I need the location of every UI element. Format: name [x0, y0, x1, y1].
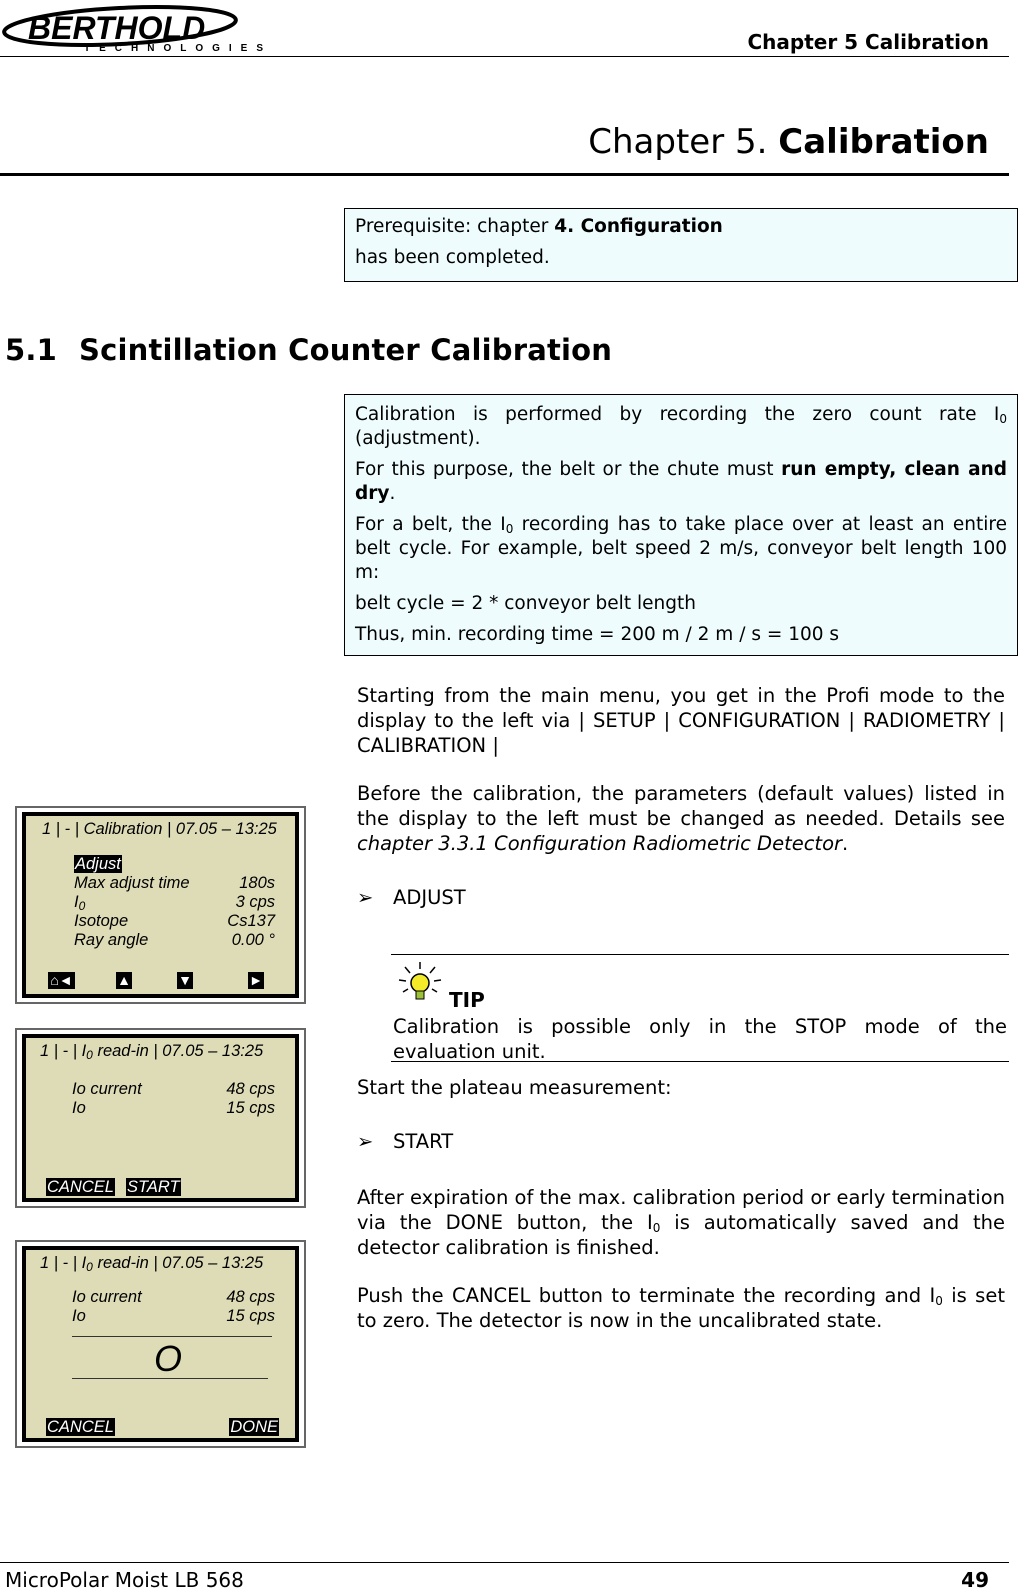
subscript: 0: [935, 1294, 943, 1308]
body-p2-end: .: [842, 832, 849, 855]
arrow-bullet-icon: ➢: [357, 1130, 374, 1153]
lcd-row-label: Ray angle: [74, 931, 149, 949]
section-title: Scintillation Counter Calibration: [79, 333, 613, 367]
calib-para-4: belt cycle = 2 * conveyor belt length: [355, 593, 696, 614]
calib-p1-text: Calibration is performed by recording the zero count rate I: [355, 404, 1000, 425]
lcd-row-label: [74, 893, 85, 912]
cancel-label: CANCEL: [47, 1178, 114, 1196]
lcd-start-button[interactable]: [126, 1178, 181, 1197]
lcd-header-b: read-in | 07.05 – 13:25: [92, 1042, 264, 1060]
prereq-line-2: has been completed.: [355, 247, 550, 268]
lcd-row-value: 15 cps: [226, 1099, 275, 1117]
lcd-done-button[interactable]: [229, 1418, 279, 1437]
lcd-header: [40, 1042, 263, 1061]
right-arrow-button[interactable]: ►: [249, 972, 263, 988]
page-number: 49: [961, 1568, 989, 1592]
lcd-row-label: Isotope: [74, 912, 129, 930]
logo-text: BERTHOLD: [28, 10, 206, 46]
lcd-screen: [22, 812, 299, 998]
calib-p3-text: For a belt, the I: [355, 514, 506, 535]
bullet-adjust: [357, 886, 466, 909]
calib-p1-text-b: (adjustment).: [355, 428, 481, 449]
chapter-reference: chapter 3.3.1 Configuration Radiometric Detector: [357, 832, 843, 855]
logo-graphic: [2, 4, 302, 56]
body-p5-text: Push the CANCEL button to terminate the recording and I: [357, 1284, 936, 1307]
prereq-prefix: Prerequisite: chapter: [355, 216, 555, 237]
home-back-button[interactable]: ⌂◄: [48, 972, 75, 989]
bullet-start: [357, 1130, 453, 1153]
header-rule: [0, 56, 1009, 57]
calib-p3-text-b: recording has to take place over at least an entire belt cycle. For example, belt speed 2 m/s, conveyor belt length 100 m:: [355, 514, 1007, 583]
lcd-screen: [22, 1246, 299, 1442]
prereq-chapter-link: 4. Configuration: [554, 216, 723, 237]
lcd-row-label: Io current: [72, 1288, 142, 1306]
section-heading: [5, 333, 612, 367]
lcd-cancel-button[interactable]: [46, 1178, 115, 1197]
lcd-i0-readin-start: [15, 1028, 306, 1208]
chapter-header: Chapter 5 Calibration: [747, 30, 989, 54]
done-label: DONE: [230, 1418, 278, 1436]
tip-text: Calibration is possible only in the STOP mode of the evaluation unit.: [393, 1015, 1007, 1063]
tip-top-rule: [391, 954, 1009, 955]
lcd-i0-label: I: [74, 893, 79, 911]
body-para-start-plateau: Start the plateau measurement:: [357, 1076, 672, 1099]
lcd-progress-rule-top: [72, 1336, 272, 1337]
cancel-label: CANCEL: [47, 1418, 114, 1436]
lcd-calibration-menu: [15, 806, 306, 1004]
section-number: 5.1: [5, 333, 57, 367]
berthold-logo: [2, 4, 302, 56]
calib-para-3: [355, 513, 1007, 585]
subscript: 0: [86, 1048, 93, 1062]
down-arrow-button[interactable]: ▼: [178, 972, 192, 988]
calib-p2-end: .: [389, 483, 396, 504]
lcd-header-b: read-in | 07.05 – 13:25: [92, 1254, 264, 1272]
calib-p2-bold: run empty, clean and dry: [355, 459, 1007, 504]
footer-product-name: MicroPolar Moist LB 568: [5, 1568, 244, 1592]
calibration-info-box: [344, 394, 1018, 656]
body-para-parameters: [357, 781, 1005, 856]
tip-bottom-rule: [391, 1061, 1009, 1062]
lcd-header-a: 1 | - | I: [40, 1254, 87, 1272]
lcd-row-label: Io current: [72, 1080, 142, 1098]
body-p2-text: Before the calibration, the parameters (default values) listed in the display to the left must be changed as needed. Details see: [357, 782, 1005, 830]
subscript: 0: [505, 522, 514, 536]
lcd-row-value: 15 cps: [226, 1307, 275, 1325]
lcd-i0-readin-progress: [15, 1240, 306, 1448]
lcd-selected-label: Adjust: [75, 855, 121, 873]
lightbulb-icon: [397, 960, 443, 1006]
tip-label: TIP: [449, 988, 485, 1012]
lcd-row-value: 180s: [239, 874, 275, 892]
arrow-bullet-icon: ➢: [357, 886, 374, 909]
body-p4-text-b: is automatically saved and the detector calibration is finished.: [357, 1211, 1005, 1259]
lcd-header-a: 1 | - | I: [40, 1042, 87, 1060]
body-p5-text-b: is set to zero. The detector is now in the uncalibrated state.: [357, 1284, 1005, 1332]
tip-box: [391, 954, 1009, 1062]
progress-indicator-icon: O: [154, 1338, 183, 1379]
lcd-cancel-button[interactable]: [46, 1418, 115, 1437]
lcd-row-value: 3 cps: [235, 893, 275, 911]
lcd-header: 1 | - | Calibration | 07.05 – 13:25: [42, 820, 277, 838]
prerequisite-box: [344, 208, 1018, 282]
calib-para-2: [355, 458, 1007, 506]
start-label: START: [127, 1178, 180, 1196]
chapter-title-bold: Calibration: [778, 122, 989, 162]
up-arrow-button[interactable]: ▲: [117, 972, 131, 988]
lcd-row-value: 0.00 °: [231, 931, 275, 949]
subscript: 0: [999, 412, 1007, 426]
subscript: 0: [78, 899, 86, 913]
prereq-line-1: [355, 215, 1007, 239]
bullet-start-label: START: [393, 1130, 454, 1153]
lcd-header: [40, 1254, 263, 1273]
body-para-navigation: Starting from the main menu, you get in the Profi mode to the display to the left via | SETUP | CONFIGURATION | RADIOMETRY | CALIBRATION |: [357, 684, 1005, 757]
chapter-title-prefix: Chapter 5.: [588, 122, 779, 162]
logo-subtext: TECHNOLOGIES: [84, 43, 273, 54]
lcd-screen: [22, 1034, 299, 1202]
calib-para-1: [355, 403, 1007, 451]
calib-p2-text: For this purpose, the belt or the chute must: [355, 459, 782, 480]
lcd-row-label: Io: [72, 1307, 86, 1325]
lcd-row-label: Io: [72, 1099, 86, 1117]
calib-para-5: Thus, min. recording time = 200 m / 2 m / s = 100 s: [355, 624, 840, 645]
footer-rule: [0, 1562, 1009, 1563]
bullet-adjust-label: ADJUST: [393, 886, 466, 909]
lcd-menu-adjust[interactable]: [74, 855, 122, 874]
lcd-row-value: 48 cps: [226, 1080, 275, 1098]
body-para-cancel: [357, 1283, 1005, 1333]
lcd-row-label: Max adjust time: [74, 874, 190, 892]
body-p4-text: After expiration of the max. calibration period or early termination via the DONE button, the I: [357, 1186, 1005, 1234]
subscript: 0: [86, 1260, 93, 1274]
lcd-row-value: 48 cps: [226, 1288, 275, 1306]
body-para-done: [357, 1185, 1005, 1260]
lcd-row-value: Cs137: [227, 912, 275, 930]
subscript: 0: [652, 1221, 661, 1235]
title-rule: [0, 173, 1009, 176]
chapter-title: [588, 122, 989, 162]
